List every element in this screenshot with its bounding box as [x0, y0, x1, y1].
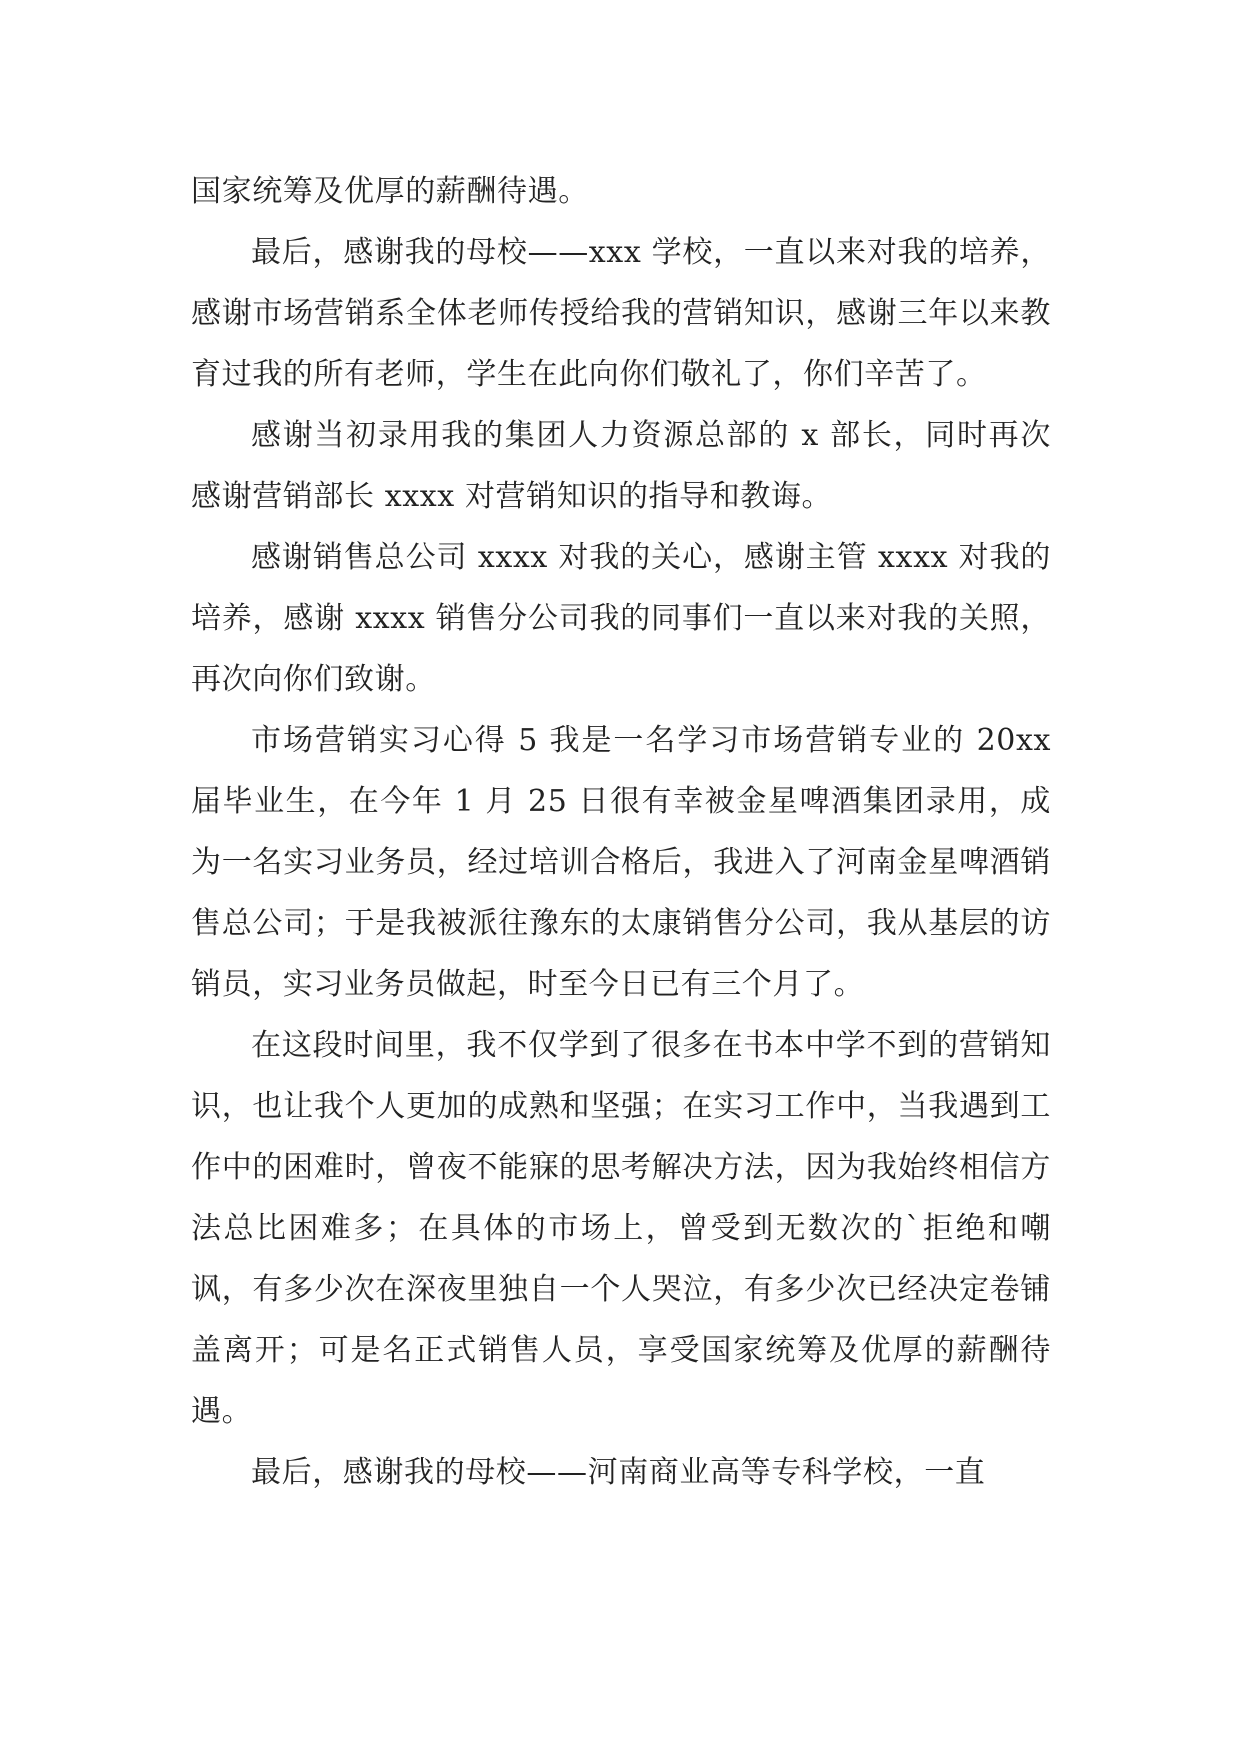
section-5-body: 我是一名学习市场营销专业的 20xx 届毕业生，在今年 1 月 25 日很有幸被金星啤酒集团录用，成为一名实习业务员，经过培训合格后，我进入了河南金星啤酒销售总公司；于是我被派往豫东的太康销售分公司，我从基层的访销员，实习业务员做起，时至今日已有三个月了。	[191, 723, 1051, 1002]
paragraph-thanks-sales: 感谢销售总公司 xxxx 对我的关心，感谢主管 xxxx 对我的培养，感谢 xxxx 销售分公司我的同事们一直以来对我的关照，再次向你们致谢。	[191, 540, 1051, 697]
paragraph-experience: 在这段时间里，我不仅学到了很多在书本中学不到的营销知识，也让我个人更加的成熟和坚强；在实习工作中，当我遇到工作中的困难时，曾夜不能寐的思考解决方法，因为我始终相信方法总比困难多；在具体的市场上，曾受到无数次的`拒绝和嘲讽，有多少次在深夜里独自一个人哭泣，有多少次已经决定卷铺盖离开；可是名正式销售人员，享受国家统筹及优厚的薪酬待遇。	[191, 1028, 1051, 1429]
paragraph-section-5	[191, 710, 1051, 1015]
paragraph-final-thanks: 最后，感谢我的母校——河南商业高等专科学校，一直	[251, 1455, 986, 1490]
paragraph-thanks-hr: 感谢当初录用我的集团人力资源总部的 x 部长，同时再次感谢营销部长 xxxx 对营销知识的指导和教诲。	[191, 418, 1051, 514]
section-heading: 市场营销实习心得 5	[251, 723, 538, 758]
paragraph-thanks-school: 最后，感谢我的母校——xxx 学校，一直以来对我的培养，感谢市场营销系全体老师传授给我的营销知识，感谢三年以来教育过我的所有老师，学生在此向你们敬礼了，你们辛苦了。	[191, 235, 1051, 392]
document-body	[191, 161, 1051, 1503]
paragraph-continuation: 国家统筹及优厚的薪酬待遇。	[191, 174, 589, 209]
